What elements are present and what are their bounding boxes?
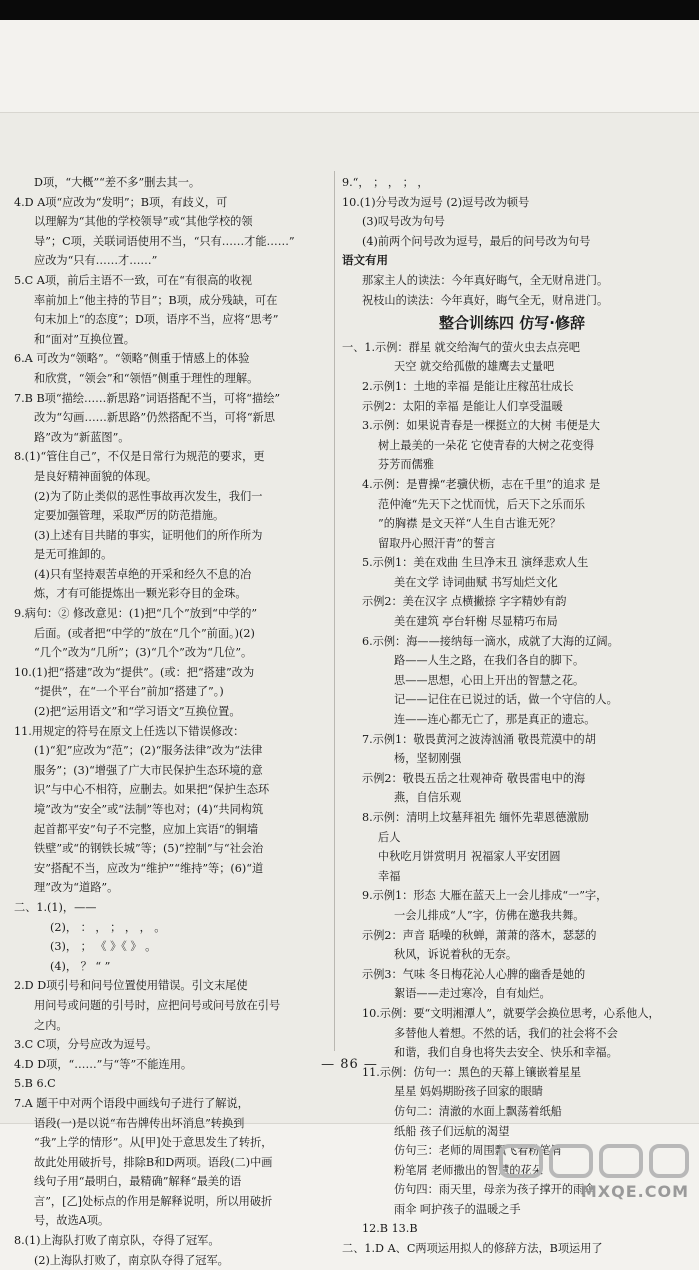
answer-line: 祝枝山的读法：今年真好，晦气全无，财帛进门。 — [362, 293, 609, 307]
answer-line: 记——记住在已说过的话，做一个守信的人。 — [394, 693, 618, 707]
answer-line: D项，“大概”“差不多”删去其一。 — [34, 176, 201, 189]
answer-line: 10.(1)分号改为逗号 (2)逗号改为顿号 — [342, 195, 530, 209]
answer-line: 天空 就交给孤傲的雄鹰去丈量吧 — [394, 360, 555, 374]
answer-line: 星星 妈妈期盼孩子回家的眼睛 — [394, 1085, 543, 1099]
answer-line: 6.A 可改为“领略”。“领略”侧重于情感上的体验 — [14, 352, 250, 366]
answer-line: 5.B 6.C — [14, 1077, 56, 1091]
answer-line: “我”上学的情形”。从[甲]处于意思发生了转折， — [34, 1136, 273, 1150]
answer-line: 和“面对”互换位置。 — [34, 332, 135, 346]
answer-line: 仿句二：清澈的水面上飘荡着纸船 — [394, 1104, 562, 1118]
answer-line: 语段(一)是以说“布告牌传出坏消息”转换到 — [34, 1116, 245, 1130]
answer-line: “几个”改为“几所”；(3)“几个”改为“几位”。 — [34, 646, 253, 660]
answer-line: 10.示例：要“文明湘潭人”，就要学会换位思考，心系他人， — [362, 1006, 660, 1020]
answer-line: 3.C C项，分号应改为逗号。 — [14, 1038, 158, 1052]
answer-line: 11.用规定的符号在原文上任选以下错误修改： — [14, 724, 245, 738]
answer-line: (3)， ； 《 》《 》 。 — [50, 940, 157, 954]
answer-line: 句末加上“的态度”；D项，语序不当，应将“思考” — [34, 313, 279, 327]
answer-line: 树上最美的一朵花 它使青春的大树之花变得 — [378, 438, 595, 452]
answer-line: 纸船 孩子们远航的渴望 — [394, 1124, 510, 1138]
answer-line: 秋风，诉说着秋的无奈。 — [394, 948, 518, 962]
answer-line: 后人 — [378, 830, 401, 844]
answer-line: (3)叹号改为句号 — [362, 215, 445, 229]
answer-line: 留取丹心照汗青”的誓言 — [378, 536, 496, 550]
answer-line: 改为“勾画……新思路”仍然搭配不当，可将“新思 — [34, 411, 275, 425]
watermark-text: MXQE.COM — [580, 1182, 689, 1201]
answer-line: 絮语——走过寒冷，自有灿烂。 — [394, 987, 551, 1001]
answer-line: 2.D D项引号和问号位置使用错误。引文末尾使 — [14, 979, 248, 993]
answer-line: 幸福 — [378, 869, 401, 883]
answer-line: 和欣赏，“领会”和“领悟”侧重于理性的理解。 — [34, 371, 259, 385]
main-heading: 整合训练四 仿写·修辞 — [439, 314, 585, 333]
answer-line: 9.示例1：形态 大雁在蓝天上一会儿排成“一”字， — [362, 889, 608, 903]
answer-line: 美在文学 诗词曲赋 书写灿烂文化 — [394, 575, 558, 589]
answer-line: 9.“， ； ， ； ， — [342, 176, 429, 189]
right-column — [342, 173, 682, 1259]
answer-line: 8.(1)上海队打败了南京队，夺得了冠军。 — [14, 1234, 220, 1248]
section-heading-yuwen: 语文有用 — [342, 253, 388, 268]
answer-line: 4.D D项，“……”与“等”不能连用。 — [14, 1057, 193, 1071]
answer-line: 示例2：美在汉字 点横撇捺 字字精妙有韵 — [362, 595, 567, 609]
answer-line: 一、1.示例：群星 就交给淘气的萤火虫去点亮吧 — [342, 340, 580, 354]
answer-line: 后面。(或者把“中学的”放在“几个”前面。)(2) — [34, 626, 255, 640]
answer-line: 线句子用“最明白，最精确”解释“最美的语 — [34, 1175, 242, 1189]
answer-line: (2)， ： ， ； ， ， 。 — [50, 920, 166, 934]
answer-line: 5.C A项，前后主语不一致，可在“有很高的收视 — [14, 273, 252, 287]
answer-line: (3)上述有目共睹的事实，证明他们的所作所为 — [34, 528, 263, 542]
left-column — [14, 173, 332, 1270]
answer-line: 是良好精神面貌的体现。 — [34, 469, 158, 483]
answer-line: 燕，自信乐观 — [394, 791, 462, 805]
answer-line: 4.D A项“应改为“发明”；B项，有歧义，可 — [14, 195, 228, 209]
answer-line: 用问号或问题的引号时，应把问号或问号放在引号 — [34, 998, 281, 1012]
answer-line: 3.示例：如果说青春是一棵挺立的大树 韦便是大 — [362, 419, 600, 433]
answer-line: 4.示例：是曹操“老骥伏枥，志在千里”的追求 是 — [362, 477, 601, 491]
answer-line: 芬芳而儒雅 — [378, 458, 434, 472]
answer-line: (1)“犯”应改为“范”；(2)“服务法律”改为“法律 — [34, 744, 263, 758]
answer-line: 10.(1)把“搭建”改为“提供”。(或：把“搭建”改为 — [14, 665, 255, 679]
answer-line: 是无可推卸的。 — [34, 548, 113, 562]
status-bar — [0, 0, 699, 20]
answer-line: 境”改为“安全”或“法制”等也对；(4)“共同构筑 — [34, 803, 264, 816]
answer-line: 杨，坚韧刚强 — [394, 752, 462, 766]
answer-line: 言”，[乙]处标点的作用是解释说明，所以用破折 — [34, 1194, 273, 1208]
answer-line: 美在建筑 亭台轩榭 尽显精巧布局 — [394, 615, 558, 629]
answer-line: 路”改为“新蓝图”。 — [34, 430, 130, 444]
answer-line: 率前加上“他主持的节目”；B项，成分残缺，可在 — [34, 293, 278, 307]
answer-line: 雨伞 呵护孩子的温暖之手 — [394, 1202, 521, 1216]
answer-line: 仿句四：雨天里，母亲为孩子撑开的雨伞 — [394, 1183, 596, 1197]
answer-line: 6.示例：海——接纳每一滴水，成就了大海的辽阔。 — [362, 634, 619, 648]
answer-line: 安”搭配不当，应改为“维护”“维持”等；(6)“道 — [34, 861, 264, 875]
answer-line: 12.B 13.B — [362, 1222, 418, 1236]
answer-line: 粉笔屑 老师撒出的智慧的花朵 — [394, 1163, 543, 1177]
answer-line: (2)为了防止类似的恶性事故再次发生，我们一 — [34, 489, 263, 503]
answer-line: 二、1.(1)，—— — [14, 900, 97, 914]
answer-line: “提供”，在“一个平台”前加“搭建了”。) — [34, 685, 224, 699]
answer-line: 识”与中心不相符，应删去。如果把“保护生态环 — [34, 783, 270, 797]
answer-line: 8.(1)“管住自己”，不仅是日常行为规范的要求，更 — [14, 450, 265, 464]
answer-line: 8.示例：清明上坟墓拜祖先 缅怀先辈恩德激励 — [362, 811, 589, 824]
answer-line: 示例3：气味 冬日梅花沁人心脾的幽香是她的 — [362, 967, 586, 981]
answer-line: 路——人生之路，在我们各自的脚下。 — [394, 654, 585, 668]
page-number: — 86 — — [321, 1057, 378, 1072]
answer-line: 示例2：声音 聒噪的秋蝉，萧萧的落木，瑟瑟的 — [362, 928, 597, 942]
answer-line: 7.B B项“描绘……新思路”词语搭配不当，可将“描绘” — [14, 391, 281, 405]
answer-line: 号，故选A项。 — [34, 1214, 110, 1228]
answer-line: (2)上海队打败了，南京队夺得了冠军。 — [34, 1253, 229, 1267]
answer-line: 理”改为“道路”。 — [34, 881, 119, 895]
column-divider — [334, 171, 335, 1051]
answer-line: 示例2：太阳的幸福 是能让人们享受温暖 — [362, 399, 563, 413]
answer-line: 之内。 — [34, 1018, 68, 1032]
answer-line: 5.示例1：美在戏曲 生旦净末丑 演绎悲欢人生 — [362, 556, 589, 570]
answer-line: 2.示例1：土地的幸福 是能让庄稼茁壮成长 — [362, 379, 574, 393]
answer-line: (4)， ？ “ ” — [50, 959, 111, 973]
answer-line: 9.病句：② 修改意见：(1)把“几个”放到“中学的” — [14, 607, 258, 621]
answer-line: 那家主人的读法：今年真好晦气，全无财帛进门。 — [362, 273, 609, 287]
answer-line: 和谐，我们自身也将失去安全、快乐和幸福。 — [394, 1046, 618, 1060]
answer-line: 二、1.D A、C两项运用拟人的修辞方法，B项运用了 — [342, 1242, 603, 1256]
answer-line: 以理解为“其他的学校领导”或“其他学校的领 — [34, 215, 253, 229]
answer-line: 7.示例1：敬畏黄河之波涛汹涌 敬畏荒漠中的胡 — [362, 732, 596, 746]
answer-line: 11.示例：仿句一：黑色的天幕上镶嵌着星星 — [362, 1065, 582, 1079]
answer-line: 铁壁”或“的钢铁长城”等；(5)“控制”与“社会治 — [34, 842, 264, 856]
answer-line: (4)只有坚持艰苦卓绝的开采和经久不息的冶 — [34, 567, 252, 581]
answer-line: 导”；C项，关联词语使用不当，“只有……才能……” — [34, 234, 295, 248]
answer-line: 中秋吃月饼赏明月 祝福家人平安团圆 — [378, 850, 561, 864]
answer-line: 起首都平安”句子不完整，应加上宾语“的铜墙 — [34, 822, 259, 836]
answer-line: 思——思想，心田上开出的智慧之花。 — [394, 673, 585, 687]
answer-line: 炼，才有可能提炼出一颗光彩夺目的金珠。 — [34, 587, 247, 601]
answer-line: 示例2：敬畏五岳之壮观神奇 敬畏雷电中的海 — [362, 771, 586, 785]
answer-line: 故此处用破折号，排除B和D两项。语段(二)中画 — [34, 1155, 273, 1169]
answer-line: ”的胸襟 是文天祥“人生自古谁无死？ — [378, 517, 561, 531]
answer-line: 7.A 题干中对两个语段中画线句子进行了解说， — [14, 1096, 249, 1110]
answer-line: (4)前两个问号改为逗号，最后的问号改为句号 — [362, 234, 591, 248]
answer-line: 连——连心都无亡了，那是真正的遗忘。 — [394, 713, 596, 727]
answer-line: 一会儿排成“人”字，仿佛在邀我共舞。 — [394, 908, 585, 922]
answer-line: 仿句三：老师的周围飘飞着粉笔屑 — [394, 1144, 562, 1158]
answer-line: 定要加强管理，采取严厉的防范措施。 — [34, 509, 225, 523]
answer-line: 多替他人着想。不然的话，我们的社会将不会 — [394, 1026, 618, 1040]
answer-line: (2)把“运用语文”和“学习语文”互换位置。 — [34, 705, 241, 719]
answer-line: 应改为“只有……才……” — [34, 254, 158, 268]
answer-line: 范仲淹“先天下之忧而忧，后天下之乐而乐 — [378, 497, 586, 511]
answer-line: 服务”；(3)“增强了广大市民保护生态环境的意 — [34, 763, 263, 777]
